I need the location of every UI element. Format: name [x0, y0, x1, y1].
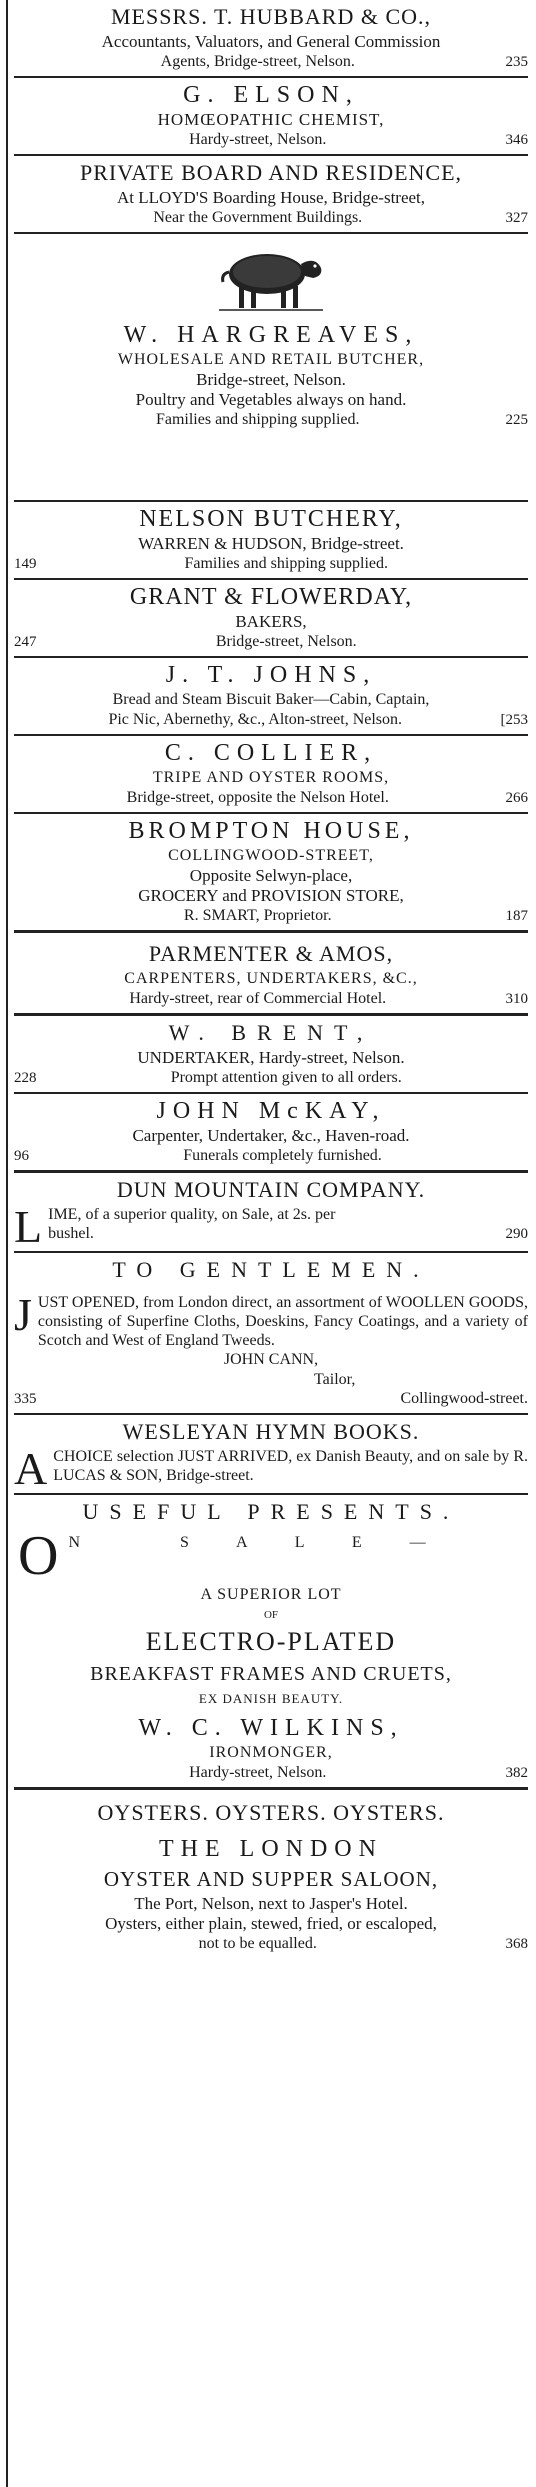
ad-title: USEFUL PRESENTS.	[82, 1499, 460, 1524]
ad-number: 187	[505, 908, 528, 924]
ad-line: IME, of a superior quality, on Sale, at 2s. per	[48, 1206, 336, 1223]
ad-line: Pic Nic, Abernethy, &c., Alton-street, Nelson.	[108, 711, 403, 728]
ad-line: Hardy-street, Nelson.	[189, 131, 327, 148]
ad-brent	[14, 1016, 528, 1092]
ad-number: 382	[505, 1765, 528, 1781]
ad-line: The Port, Nelson, next to Jasper's Hotel.	[134, 1894, 408, 1913]
ad-line: BREAKFAST FRAMES AND CRUETS,	[90, 1663, 452, 1685]
ad-number: 247	[14, 634, 37, 650]
ad-line: Accountants, Valuators, and General Commission	[101, 32, 441, 51]
ad-collier	[14, 736, 528, 812]
ad-line: HOMŒOPATHIC CHEMIST,	[157, 110, 385, 129]
drop-cap: O	[18, 1527, 59, 1581]
ad-line: WARREN & HUDSON, Bridge-street.	[138, 534, 404, 553]
ad-line: not to be equalled.	[198, 1935, 317, 1952]
ad-line: Hardy-street, Nelson.	[189, 1764, 327, 1781]
ad-line: Hardy-street, rear of Commercial Hotel.	[129, 990, 387, 1007]
ad-line: Bread and Steam Biscuit Baker—Cabin, Captain,	[112, 691, 430, 708]
ad-body: CHOICE selection JUST ARRIVED, ex Danish Beauty, and on sale by R. LUCAS & SON, Bridge-street.	[53, 1448, 528, 1484]
ad-gentlemen	[14, 1253, 528, 1413]
ad-line: TRIPE AND OYSTER ROOMS,	[152, 769, 390, 786]
ad-nelson-butchery	[14, 502, 528, 578]
ad-line: ELECTRO-PLATED	[145, 1627, 397, 1656]
ad-oysters	[14, 1790, 528, 1958]
ad-number: 290	[505, 1226, 528, 1242]
ad-grant	[14, 580, 528, 656]
ad-line: At LLOYD'S Boarding House, Bridge-street,	[116, 188, 426, 207]
ad-dun-mountain	[14, 1173, 528, 1251]
ad-body: UST OPENED, from London direct, an assortment of WOOLLEN GOODS, consisting of Superfine Cloths, Doeskins, Fancy Coatings, and a variety of Scotch and West of England Tweeds.	[37, 1294, 528, 1349]
ad-number: 266	[505, 790, 528, 806]
sheep-icon	[211, 242, 331, 314]
ad-title: BROMPTON HOUSE,	[128, 818, 414, 844]
ad-line: Bridge-street, Nelson.	[215, 633, 357, 650]
ad-title: MESSRS. T. HUBBARD & CO.,	[110, 4, 432, 29]
ad-number: 228	[14, 1070, 37, 1086]
ad-line: Poultry and Vegetables always on hand.	[135, 390, 407, 409]
ad-line: Families and shipping supplied.	[155, 411, 360, 428]
ad-elson	[14, 78, 528, 154]
ad-number: [253	[500, 712, 528, 728]
ad-line: IRONMONGER,	[209, 1744, 333, 1761]
ad-line: Bridge-street, Nelson.	[196, 370, 346, 389]
ad-title: J. T. JOHNS,	[165, 662, 377, 688]
ad-line: UNDERTAKER, Hardy-street, Nelson.	[137, 1048, 405, 1067]
ad-title: W. BRENT,	[168, 1020, 374, 1045]
ad-title: THE LONDON	[159, 1836, 383, 1862]
ad-title: JOHN McKAY,	[156, 1098, 386, 1124]
ad-number: 149	[14, 556, 37, 572]
ad-title: C. COLLIER,	[164, 740, 378, 766]
ad-line: EX DANISH BEAUTY.	[198, 1691, 344, 1706]
ad-number: 96	[14, 1148, 29, 1164]
ad-parmenter	[14, 933, 528, 1013]
ad-line: BAKERS,	[235, 612, 307, 631]
ad-title: PRIVATE BOARD AND RESIDENCE,	[79, 160, 463, 185]
ad-number: 225	[505, 412, 528, 428]
ad-mckay	[14, 1094, 528, 1170]
ad-number: 335	[14, 1391, 37, 1407]
ad-title: WESLEYAN HYMN BOOKS.	[122, 1419, 420, 1444]
ad-line: Oysters, either plain, stewed, fried, or escaloped,	[105, 1914, 437, 1933]
ad-line: OF	[263, 1609, 279, 1621]
ad-number: 368	[505, 1936, 528, 1952]
ad-line: WHOLESALE AND RETAIL BUTCHER,	[117, 351, 425, 368]
ad-line: A SUPERIOR LOT	[200, 1586, 342, 1603]
ad-title: W. HARGREAVES,	[123, 322, 419, 348]
ad-johns	[14, 658, 528, 734]
ad-line: CARPENTERS, UNDERTAKERS, &C.,	[124, 970, 418, 987]
ad-board	[14, 156, 528, 232]
ad-brompton	[14, 814, 528, 930]
ad-title: GRANT & FLOWERDAY,	[129, 584, 413, 610]
drop-cap: A	[14, 1443, 48, 1493]
ad-line: Bridge-street, opposite the Nelson Hotel.	[126, 789, 389, 806]
ad-line: Prompt attention given to all orders.	[170, 1069, 402, 1086]
ad-line: Families and shipping supplied.	[184, 555, 389, 572]
ad-line: Opposite Selwyn-place,	[189, 866, 353, 885]
ad-title: TO GENTLEMEN.	[112, 1257, 430, 1282]
ad-line: COLLINGWOOD-STREET,	[168, 847, 374, 864]
ad-signature: Tailor,	[314, 1371, 356, 1388]
ad-hargreaves	[14, 234, 528, 500]
ad-line: Funerals completely furnished.	[183, 1147, 382, 1164]
ad-number: 310	[505, 991, 528, 1007]
ad-number: 235	[505, 54, 528, 70]
ad-title: DUN MOUNTAIN COMPANY.	[116, 1177, 426, 1202]
ad-presents	[14, 1495, 528, 1787]
ad-line: Carpenter, Undertaker, &c., Haven-road.	[132, 1126, 410, 1145]
ad-number: 327	[505, 210, 528, 226]
ad-title: PARMENTER & AMOS,	[148, 941, 394, 966]
ad-title: OYSTERS. OYSTERS. OYSTERS.	[97, 1800, 445, 1825]
drop-cap: J	[14, 1289, 32, 1340]
ad-wesleyan	[14, 1415, 528, 1493]
ad-hubbard	[14, 0, 528, 76]
ad-number: 346	[505, 132, 528, 148]
drop-cap: L	[14, 1201, 43, 1251]
ad-title: G. ELSON,	[183, 82, 359, 108]
ad-line: R. SMART, Proprietor.	[183, 907, 332, 924]
ad-line: Near the Government Buildings.	[153, 209, 363, 226]
ad-signature: Collingwood-street.	[400, 1390, 528, 1407]
ad-title: NELSON BUTCHERY,	[139, 506, 403, 532]
ad-line: GROCERY and PROVISION STORE,	[138, 886, 404, 905]
ad-title: OYSTER AND SUPPER SALOON,	[103, 1867, 439, 1891]
ad-signature: JOHN CANN,	[223, 1351, 319, 1368]
advertisement-column	[6, 0, 532, 2487]
ad-line: N S A L E —	[68, 1534, 448, 1551]
ad-title: W. C. WILKINS,	[138, 1715, 404, 1741]
ad-line: bushel.	[48, 1225, 94, 1242]
ad-line: Agents, Bridge-street, Nelson.	[160, 53, 355, 70]
